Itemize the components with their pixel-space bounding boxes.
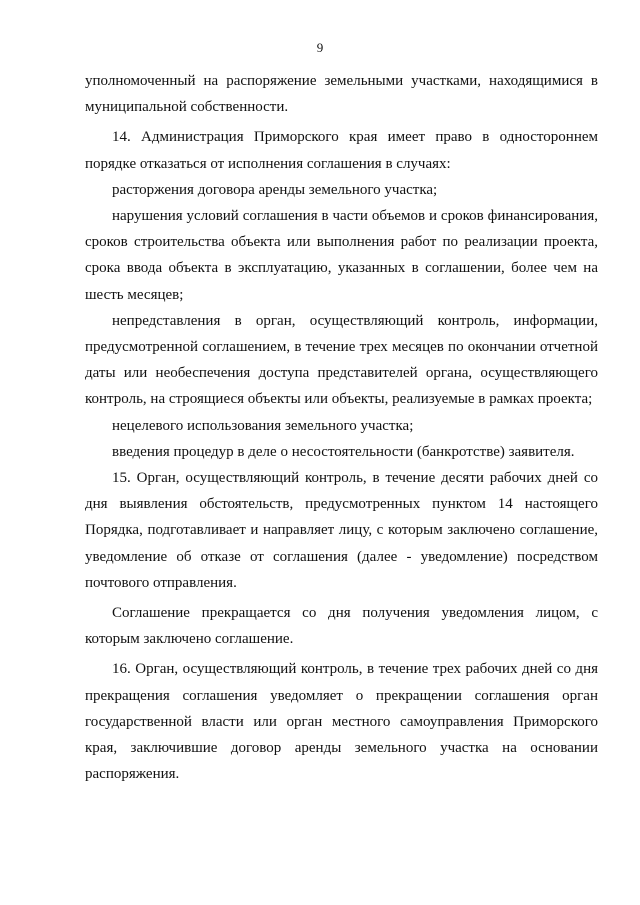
paragraph-clause-16: 16. Орган, осуществляющий контроль, в течение трех рабочих дней со дня прекращения соглашения уведомляет о прекращении соглашения орган государственной власти или орган местного самоуправления Приморского края, заключившие договор аренды земельного участка на основании распоряжения. bbox=[85, 661, 598, 783]
paragraph-continuation: уполномоченный на распоряжение земельными участками, находящимися в муниципальной собственности. bbox=[85, 73, 598, 116]
document-body bbox=[85, 68, 598, 787]
list-item-information-failure: непредставления в орган, осуществляющий контроль, информации, предусмотренной соглашением, в течение трех месяцев по окончании отчетной даты или необеспечения доступа представителей органа, осуществляющего контроль, на строящиеся объекты или объекты, реализуемые в рамках проекта; bbox=[85, 312, 598, 408]
list-item-bankruptcy: введения процедур в деле о несостоятельности (банкротстве) заявителя. bbox=[112, 443, 575, 460]
list-item-lease-termination: расторжения договора аренды земельного участка; bbox=[112, 181, 438, 198]
list-item-agreement-violation: нарушения условий соглашения в части объемов и сроков финансирования, сроков строительства объекта или выполнения работ по реализации проекта, срока ввода объекта в эксплуатацию, указанных в соглашении, более чем на шесть месяцев; bbox=[85, 208, 598, 303]
paragraph-clause-15: 15. Орган, осуществляющий контроль, в течение десяти рабочих дней со дня выявления обстоятельств, предусмотренных пунктом 14 настоящего Порядка, подготавливает и направляет лицу, с которым заключено соглашение, уведомление об отказе от соглашения (далее - уведомление) посредством почтового отправления. bbox=[85, 470, 598, 591]
paragraph-agreement-termination: Соглашение прекращается со дня получения уведомления лицом, с которым заключено соглашение. bbox=[85, 605, 598, 648]
list-item-misuse-of-land: нецелевого использования земельного участка; bbox=[112, 417, 414, 434]
page-number: 9 bbox=[316, 40, 324, 55]
paragraph-clause-14: 14. Администрация Приморского края имеет право в одностороннем порядке отказаться от исполнения соглашения в случаях: bbox=[85, 129, 598, 172]
